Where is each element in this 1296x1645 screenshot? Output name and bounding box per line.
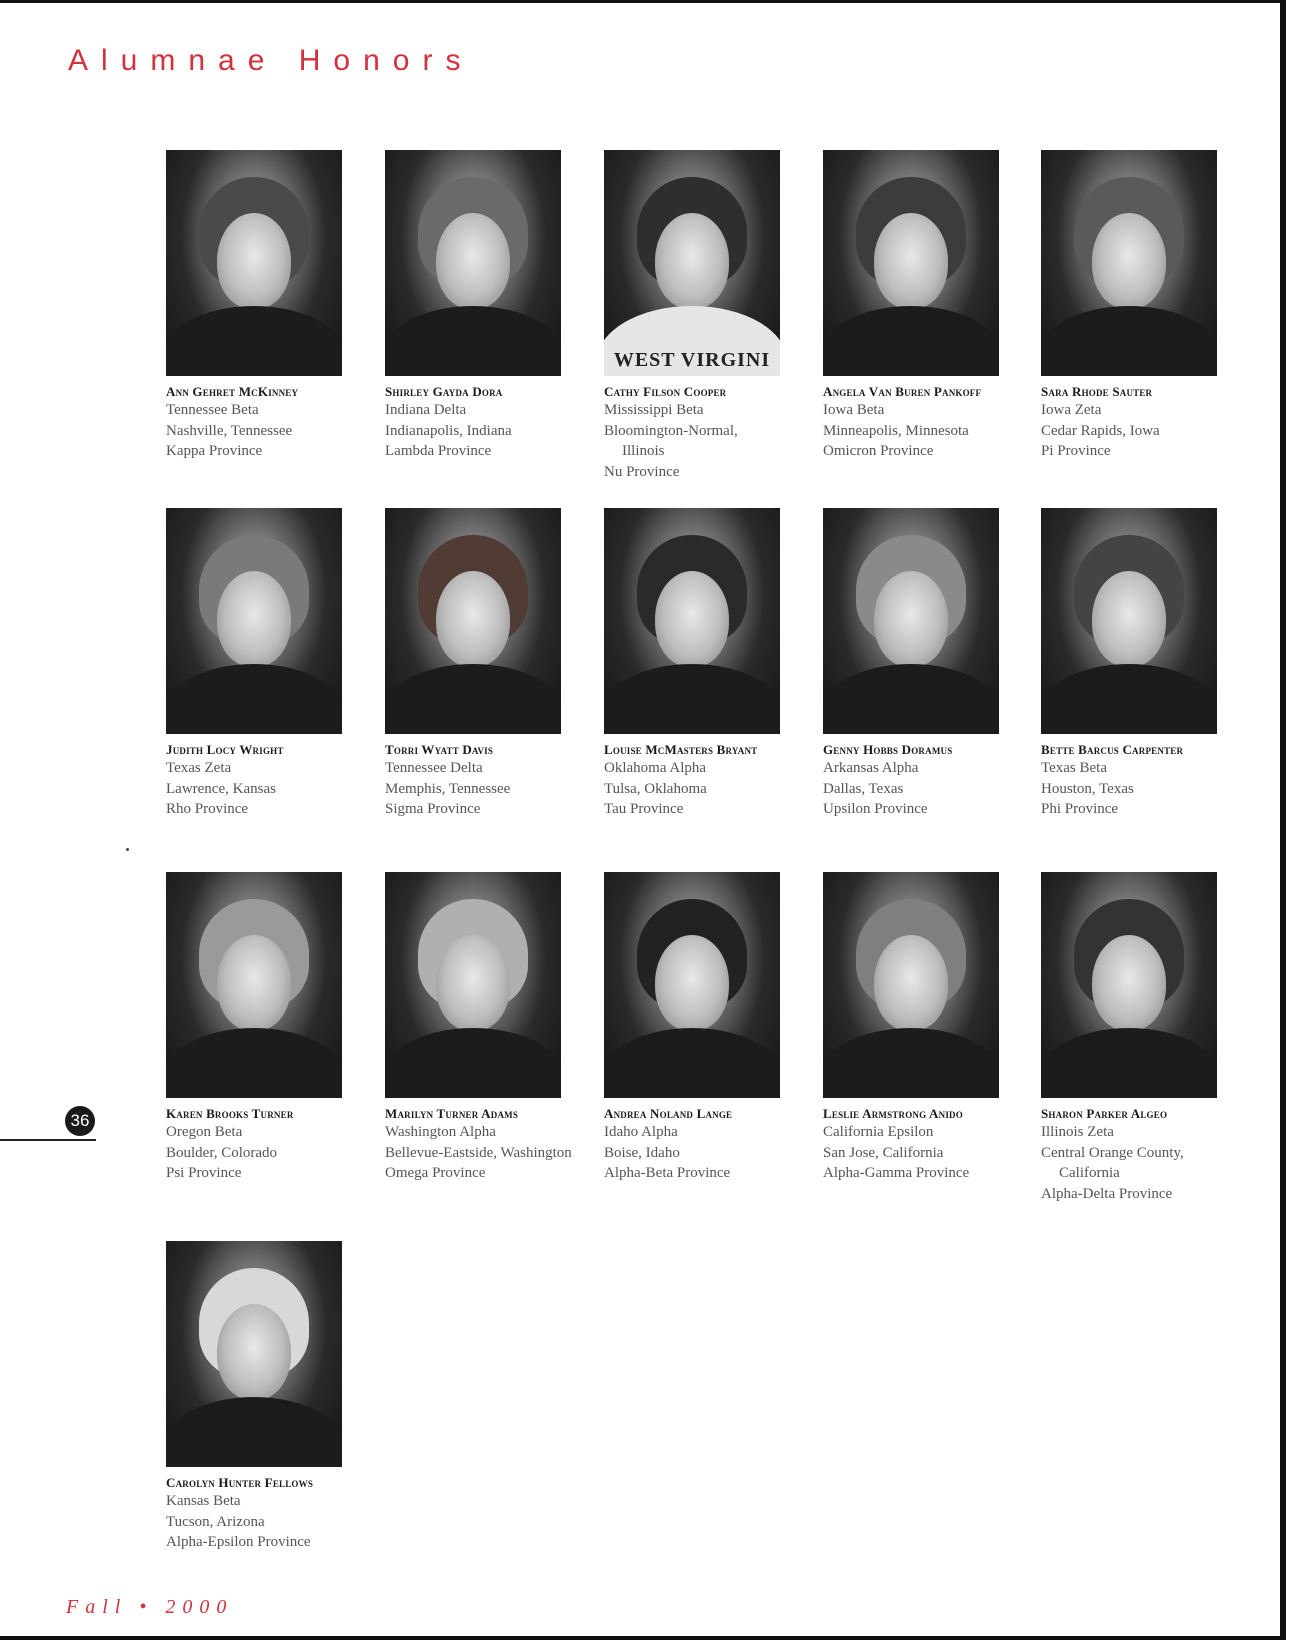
honoree-detail-line: Lambda Province <box>385 443 492 459</box>
honoree-detail-line: Lawrence, Kansas <box>166 780 276 797</box>
honoree-name: Andrea Noland Lange <box>604 1106 733 1121</box>
portrait-photo <box>823 150 999 376</box>
honoree-detail-line: Oregon Beta <box>166 1124 243 1140</box>
portrait-photo <box>166 508 342 734</box>
stray-dot <box>126 848 129 851</box>
portrait-face <box>217 935 291 1031</box>
honoree-card <box>385 508 605 820</box>
honoree-name: Shirley Gayda Dora <box>385 384 503 399</box>
honoree-detail-line: Nu Province <box>604 463 680 480</box>
honoree-detail-line: Iowa Beta <box>823 402 885 418</box>
portrait-photo <box>385 872 561 1098</box>
portrait-shoulders <box>823 664 999 734</box>
portrait-shoulders <box>823 1028 999 1098</box>
honoree-detail-line: Sigma Province <box>385 801 481 817</box>
honoree-name: Louise McMasters Bryant <box>604 742 758 757</box>
portrait-face <box>655 935 729 1031</box>
portrait-photo <box>1041 150 1217 376</box>
honoree-detail-line: Omicron Province <box>823 443 934 459</box>
honoree-name: Marilyn Turner Adams <box>385 1106 519 1121</box>
honoree-detail-line: Bloomington-Normal, <box>604 422 738 439</box>
portrait-shoulders <box>166 1028 342 1098</box>
honoree-name: Sharon Parker Algeo <box>1041 1106 1168 1121</box>
honoree-detail-line: Tau Province <box>604 801 684 817</box>
portrait-face <box>436 935 510 1031</box>
portrait-shoulders <box>166 306 342 376</box>
honoree-detail-line: Oklahoma Alpha <box>604 760 707 776</box>
portrait-photo <box>166 872 342 1098</box>
portrait-face <box>436 571 510 667</box>
honoree-detail-line: Tennessee Delta <box>385 760 483 776</box>
portrait-shoulders <box>604 664 780 734</box>
honoree-detail-line: Tulsa, Oklahoma <box>604 780 707 797</box>
portrait-shoulders <box>166 1397 342 1467</box>
honoree-detail-line: Texas Zeta <box>166 760 232 776</box>
honoree-card <box>385 150 605 462</box>
portrait-shoulders <box>166 664 342 734</box>
portrait-face <box>217 213 291 309</box>
honoree-card <box>604 150 824 482</box>
honoree-name: Torri Wyatt Davis <box>385 742 494 757</box>
honoree-detail-line: Alpha-Beta Province <box>604 1165 731 1181</box>
portrait-face <box>217 1304 291 1400</box>
honoree-card <box>166 508 386 820</box>
issue-footer: Fall • 2000 <box>66 1596 234 1618</box>
portrait-photo <box>823 508 999 734</box>
portrait-photo <box>1041 872 1217 1098</box>
honoree-detail-line: Bellevue-Eastside, Washington <box>385 1144 572 1161</box>
honoree-detail-line: Boise, Idaho <box>604 1144 680 1161</box>
honoree-detail-line: Houston, Texas <box>1041 780 1134 797</box>
honoree-name: Judith Locy Wright <box>166 742 284 757</box>
page-title: Alumnae Honors <box>68 44 474 77</box>
page-number-badge: 36 <box>65 1106 95 1136</box>
honoree-card <box>604 508 824 820</box>
honoree-name: Leslie Armstrong Anido <box>823 1106 963 1121</box>
portrait-photo <box>823 872 999 1098</box>
honoree-detail-line: Mississippi Beta <box>604 402 704 418</box>
portrait-shoulders <box>1041 1028 1217 1098</box>
honoree-detail-line: Pi Province <box>1041 443 1111 459</box>
honoree-detail-line: Dallas, Texas <box>823 780 904 797</box>
portrait-face <box>874 571 948 667</box>
honoree-card <box>166 1241 386 1553</box>
honoree-detail-line: Alpha-Delta Province <box>1041 1185 1173 1202</box>
honoree-detail-line: Upsilon Province <box>823 801 928 817</box>
page-number-rule <box>0 1139 96 1141</box>
portrait-photo <box>385 150 561 376</box>
portrait-face <box>655 213 729 309</box>
portrait-photo <box>1041 508 1217 734</box>
honoree-card <box>1041 872 1261 1204</box>
portrait-shoulders <box>1041 664 1217 734</box>
honoree-name: Sara Rhode Sauter <box>1041 384 1153 399</box>
honoree-detail-line: Kappa Province <box>166 443 263 459</box>
honoree-detail-line: Iowa Zeta <box>1041 402 1102 418</box>
portrait-photo <box>604 872 780 1098</box>
honoree-detail-line: Tennessee Beta <box>166 402 259 418</box>
portrait-shoulders <box>823 306 999 376</box>
portrait-face <box>874 213 948 309</box>
honoree-detail-line: San Jose, California <box>823 1144 944 1161</box>
portrait-photo <box>604 508 780 734</box>
portrait-photo <box>604 150 780 376</box>
portrait-face <box>1092 571 1166 667</box>
honoree-detail-line: California Epsilon <box>823 1124 934 1140</box>
portrait-face <box>1092 213 1166 309</box>
portrait-shoulders <box>385 306 561 376</box>
honoree-card <box>385 872 605 1184</box>
portrait-photo <box>166 150 342 376</box>
portrait-photo <box>166 1241 342 1467</box>
honoree-detail-line: Arkansas Alpha <box>823 760 919 776</box>
honoree-name: Carolyn Hunter Fellows <box>166 1475 314 1490</box>
honoree-card <box>823 150 1043 462</box>
portrait-face <box>436 213 510 309</box>
honoree-name: Genny Hobbs Doramus <box>823 742 953 757</box>
honoree-name: Cathy Filson Cooper <box>604 384 727 399</box>
portrait-shoulders <box>385 1028 561 1098</box>
honoree-name: Karen Brooks Turner <box>166 1106 294 1121</box>
honoree-detail-line: Alpha-Gamma Province <box>823 1165 970 1181</box>
honoree-card <box>1041 150 1261 462</box>
honoree-detail-line: Indianapolis, Indiana <box>385 422 512 439</box>
honoree-name: Bette Barcus Carpenter <box>1041 742 1184 757</box>
honoree-name: Ann Gehret McKinney <box>166 384 299 399</box>
honoree-detail-line: Idaho Alpha <box>604 1124 678 1140</box>
honoree-detail-line: Tucson, Arizona <box>166 1513 265 1530</box>
honoree-detail-line: Indiana Delta <box>385 402 467 418</box>
honoree-detail-line: California <box>1059 1165 1120 1181</box>
honoree-detail-line: Alpha-Epsilon Province <box>166 1534 311 1550</box>
honoree-detail-line: Omega Province <box>385 1165 486 1181</box>
honoree-detail-line: Cedar Rapids, Iowa <box>1041 422 1160 439</box>
portrait-face <box>655 571 729 667</box>
honoree-detail-line: Washington Alpha <box>385 1124 496 1140</box>
portrait-shoulders <box>1041 306 1217 376</box>
honoree-card <box>166 872 386 1184</box>
honoree-name: Angela Van Buren Pankoff <box>823 384 982 399</box>
honoree-detail-line: Illinois <box>622 443 665 459</box>
portrait-photo <box>385 508 561 734</box>
honoree-detail-line: Boulder, Colorado <box>166 1144 278 1161</box>
honoree-card <box>823 872 1043 1184</box>
portrait-face <box>874 935 948 1031</box>
honoree-detail-line: Psi Province <box>166 1165 242 1181</box>
honoree-detail-line: Kansas Beta <box>166 1493 241 1509</box>
honoree-detail-line: Central Orange County, <box>1041 1144 1184 1161</box>
honoree-detail-line: Minneapolis, Minnesota <box>823 422 969 439</box>
honoree-detail-line: Phi Province <box>1041 801 1119 817</box>
honoree-detail-line: Memphis, Tennessee <box>385 780 511 797</box>
portrait-shoulders <box>385 664 561 734</box>
honoree-detail-line: Illinois Zeta <box>1041 1124 1114 1140</box>
honoree-detail-line: Rho Province <box>166 801 249 817</box>
honoree-card <box>823 508 1043 820</box>
honoree-card <box>604 872 824 1184</box>
shirt-print-text: WEST VIRGINI <box>613 349 771 371</box>
honoree-detail-line: Texas Beta <box>1041 760 1108 776</box>
honoree-detail-line: Nashville, Tennessee <box>166 422 293 439</box>
honoree-card <box>1041 508 1261 820</box>
portrait-shoulders <box>604 1028 780 1098</box>
honoree-card <box>166 150 386 462</box>
portrait-face <box>217 571 291 667</box>
portrait-face <box>1092 935 1166 1031</box>
